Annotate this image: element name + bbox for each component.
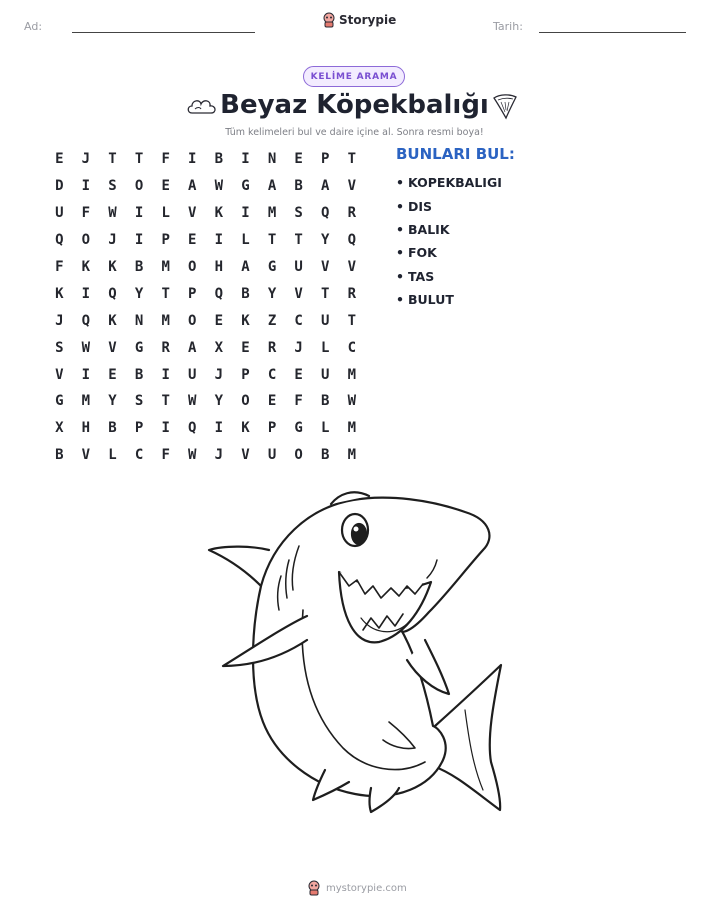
grid-letter[interactable]: B xyxy=(214,151,224,168)
grid-letter[interactable]: Q xyxy=(214,285,224,302)
grid-letter[interactable]: U xyxy=(321,366,330,383)
grid-letter[interactable]: V xyxy=(55,366,64,383)
grid-letter[interactable]: M xyxy=(347,447,357,464)
grid-letter[interactable]: U xyxy=(294,259,303,275)
grid-letter[interactable]: J xyxy=(55,312,64,329)
grid-letter[interactable]: L xyxy=(108,447,117,464)
instructions: Tüm kelimeleri bul ve daire içine al. Sonra resmi boya! xyxy=(225,127,484,138)
grid-letter[interactable]: M xyxy=(347,366,357,383)
grid-letter[interactable]: I xyxy=(81,366,91,383)
grid-letter[interactable]: J xyxy=(108,232,117,249)
grid-letter[interactable]: Q xyxy=(321,205,330,222)
bullet: • xyxy=(396,198,404,214)
grid-letter[interactable]: V xyxy=(241,447,250,464)
grid-letter[interactable]: B xyxy=(108,420,117,437)
grid-letter[interactable]: W xyxy=(81,339,91,356)
grid-row xyxy=(46,200,366,227)
grid-letter[interactable]: O xyxy=(188,259,197,275)
grid-letter[interactable]: V xyxy=(347,259,357,275)
grid-letter[interactable]: Q xyxy=(108,285,117,302)
grid-letter[interactable]: U xyxy=(267,447,277,464)
word-list-item xyxy=(396,265,502,288)
grid-letter[interactable]: C xyxy=(134,447,144,464)
grid-letter[interactable]: G xyxy=(55,393,64,410)
grid-letter[interactable]: Y xyxy=(321,232,330,249)
grid-letter[interactable]: F xyxy=(161,151,170,168)
grid-letter[interactable]: P xyxy=(267,420,277,437)
grid-letter[interactable]: I xyxy=(241,151,250,168)
grid-letter[interactable]: W xyxy=(214,178,224,195)
word-list-item xyxy=(396,194,502,217)
grid-letter[interactable]: K xyxy=(81,259,91,275)
grid-letter[interactable]: E xyxy=(241,339,250,356)
grid-letter[interactable]: Q xyxy=(188,420,197,437)
grid-letter[interactable]: F xyxy=(55,259,64,275)
grid-letter[interactable]: A xyxy=(241,259,250,275)
grid-letter[interactable]: F xyxy=(294,393,303,410)
grid-letter[interactable]: W xyxy=(108,205,117,222)
grid-letter[interactable]: J xyxy=(294,339,303,356)
grid-letter[interactable]: U xyxy=(321,312,330,329)
grid-letter[interactable]: K xyxy=(108,312,117,329)
grid-row xyxy=(46,415,366,442)
grid-letter[interactable]: B xyxy=(321,393,330,410)
grid-letter[interactable]: E xyxy=(214,312,224,329)
storypie-logo xyxy=(322,12,396,28)
grid-letter[interactable]: I xyxy=(81,285,91,302)
grid-letter[interactable]: B xyxy=(55,447,64,464)
grid-letter[interactable]: P xyxy=(241,366,250,383)
grid-letter[interactable]: B xyxy=(134,259,144,275)
grid-letter[interactable]: I xyxy=(134,205,144,222)
word-label: DIS xyxy=(408,198,433,214)
grid-letter[interactable]: I xyxy=(188,151,197,168)
bullet: • xyxy=(396,221,404,237)
grid-row xyxy=(46,146,366,173)
activity-badge: KELİME ARAMA xyxy=(303,66,405,87)
name-line xyxy=(72,32,255,33)
grid-letter[interactable]: A xyxy=(267,178,277,195)
grid-letter[interactable]: F xyxy=(81,205,91,222)
grid-letter[interactable]: V xyxy=(108,339,117,356)
grid-letter[interactable]: I xyxy=(241,205,250,222)
grid-letter[interactable]: K xyxy=(241,420,250,437)
grid-letter[interactable]: E xyxy=(294,151,303,168)
grid-letter[interactable]: R xyxy=(347,285,357,302)
grid-letter[interactable]: V xyxy=(294,285,303,302)
grid-letter[interactable]: L xyxy=(241,232,250,249)
bullet: • xyxy=(396,268,404,284)
word-list-item xyxy=(396,171,502,194)
grid-letter[interactable]: M xyxy=(161,312,170,329)
grid-row xyxy=(46,254,366,281)
grid-letter[interactable]: L xyxy=(161,205,170,222)
grid-row xyxy=(46,280,366,307)
grid-letter[interactable]: E xyxy=(55,151,64,168)
storypie-mascot-icon xyxy=(322,12,336,28)
grid-letter[interactable]: V xyxy=(321,259,330,275)
grid-letter[interactable]: H xyxy=(81,420,91,437)
grid-letter[interactable]: J xyxy=(214,366,224,383)
word-list-title: BUNLARI BUL: xyxy=(396,145,515,163)
grid-letter[interactable]: R xyxy=(161,339,170,356)
grid-letter[interactable]: G xyxy=(294,420,303,437)
grid-letter[interactable]: P xyxy=(161,232,170,249)
grid-letter[interactable]: U xyxy=(55,205,64,222)
bullet: • xyxy=(396,245,404,261)
grid-letter[interactable]: X xyxy=(55,420,64,437)
grid-letter[interactable]: Q xyxy=(55,232,64,249)
grid-letter[interactable]: F xyxy=(161,447,170,464)
footer xyxy=(307,880,407,896)
grid-letter[interactable]: S xyxy=(55,339,64,356)
grid-letter[interactable]: W xyxy=(188,393,197,410)
grid-letter[interactable]: K xyxy=(214,205,224,222)
grid-letter[interactable]: T xyxy=(161,393,170,410)
grid-letter[interactable]: Y xyxy=(214,393,224,410)
grid-letter[interactable]: B xyxy=(321,447,330,464)
grid-letter[interactable]: L xyxy=(321,339,330,356)
grid-letter[interactable]: J xyxy=(214,447,224,464)
word-label: BALIK xyxy=(408,221,450,237)
grid-letter[interactable]: G xyxy=(267,259,277,275)
grid-letter[interactable]: Y xyxy=(267,285,277,302)
grid-letter[interactable]: M xyxy=(161,259,170,275)
grid-letter[interactable]: X xyxy=(214,339,224,356)
grid-letter[interactable]: O xyxy=(188,312,197,329)
grid-letter[interactable]: Y xyxy=(108,393,117,410)
brand-name: Storypie xyxy=(339,13,397,27)
word-list-item xyxy=(396,218,502,241)
bullet: • xyxy=(396,175,404,191)
grid-letter[interactable]: B xyxy=(241,285,250,302)
grid-letter[interactable]: C xyxy=(347,339,357,356)
grid-letter[interactable]: T xyxy=(294,232,303,249)
word-list-item xyxy=(396,288,502,311)
grid-letter[interactable]: C xyxy=(294,312,303,329)
grid-letter[interactable]: E xyxy=(294,366,303,383)
grid-letter[interactable]: B xyxy=(294,178,303,195)
grid-letter[interactable]: U xyxy=(188,366,197,383)
grid-letter[interactable]: Z xyxy=(267,312,277,329)
grid-row xyxy=(46,173,366,200)
grid-letter[interactable]: C xyxy=(267,366,277,383)
grid-letter[interactable]: R xyxy=(347,205,357,222)
grid-letter[interactable]: I xyxy=(81,178,91,195)
word-search-grid xyxy=(46,146,366,469)
grid-letter[interactable]: N xyxy=(267,151,277,168)
grid-letter[interactable]: S xyxy=(108,178,117,195)
page-title: Beyaz Köpekbalığı xyxy=(220,90,489,120)
storypie-mascot-icon xyxy=(307,880,321,896)
grid-letter[interactable]: S xyxy=(134,393,144,410)
grid-letter[interactable]: G xyxy=(241,178,250,195)
grid-letter[interactable]: T xyxy=(321,285,330,302)
grid-row xyxy=(46,307,366,334)
grid-letter[interactable]: V xyxy=(347,178,357,195)
word-list-item xyxy=(396,241,502,264)
grid-letter[interactable]: K xyxy=(55,285,64,302)
grid-letter[interactable]: N xyxy=(134,312,144,329)
word-label: BULUT xyxy=(408,292,454,308)
grid-letter[interactable]: O xyxy=(134,178,144,195)
bullet: • xyxy=(396,292,404,308)
grid-row xyxy=(46,388,366,415)
grid-letter[interactable]: T xyxy=(347,151,357,168)
grid-letter[interactable]: G xyxy=(134,339,144,356)
grid-letter[interactable]: W xyxy=(347,393,357,410)
grid-letter[interactable]: V xyxy=(188,205,197,222)
grid-letter[interactable]: K xyxy=(241,312,250,329)
grid-letter[interactable]: K xyxy=(108,259,117,275)
grid-letter[interactable]: L xyxy=(321,420,330,437)
grid-letter[interactable]: I xyxy=(214,232,224,249)
grid-letter[interactable]: T xyxy=(161,285,170,302)
word-label: TAS xyxy=(408,268,435,284)
grid-letter[interactable]: O xyxy=(294,447,303,464)
grid-letter[interactable]: A xyxy=(188,178,197,195)
grid-letter[interactable]: R xyxy=(267,339,277,356)
grid-letter[interactable]: Q xyxy=(81,312,91,329)
grid-letter[interactable]: I xyxy=(161,420,170,437)
grid-letter[interactable]: E xyxy=(161,178,170,195)
footer-site: mystorypie.com xyxy=(326,882,407,894)
grid-row xyxy=(46,334,366,361)
grid-letter[interactable]: P xyxy=(134,420,144,437)
word-label: KOPEKBALIGI xyxy=(408,175,502,191)
grid-letter[interactable]: I xyxy=(161,366,170,383)
word-list xyxy=(396,171,502,311)
grid-letter[interactable]: E xyxy=(188,232,197,249)
grid-letter[interactable]: M xyxy=(347,420,357,437)
grid-row xyxy=(46,227,366,254)
grid-letter[interactable]: E xyxy=(267,393,277,410)
shark-illustration xyxy=(203,490,508,818)
grid-letter[interactable]: S xyxy=(294,205,303,222)
grid-row xyxy=(46,361,366,388)
grid-letter[interactable]: M xyxy=(267,205,277,222)
grid-letter[interactable]: A xyxy=(188,339,197,356)
grid-letter[interactable]: D xyxy=(55,178,64,195)
grid-letter[interactable]: I xyxy=(214,420,224,437)
grid-letter[interactable]: V xyxy=(81,447,91,464)
grid-letter[interactable]: Y xyxy=(134,285,144,302)
grid-letter[interactable]: P xyxy=(321,151,330,168)
grid-letter[interactable]: O xyxy=(81,232,91,249)
grid-letter[interactable]: T xyxy=(108,151,117,168)
date-line xyxy=(539,32,686,33)
grid-letter[interactable]: Q xyxy=(347,232,357,249)
grid-letter[interactable]: P xyxy=(188,285,197,302)
grid-letter[interactable]: W xyxy=(188,447,197,464)
grid-letter[interactable]: T xyxy=(267,232,277,249)
grid-letter[interactable]: A xyxy=(321,178,330,195)
grid-row xyxy=(46,442,366,469)
grid-letter[interactable]: I xyxy=(134,232,144,249)
grid-letter[interactable]: J xyxy=(81,151,91,168)
word-label: FOK xyxy=(408,245,437,261)
name-label: Ad: xyxy=(24,20,43,33)
grid-letter[interactable]: T xyxy=(347,312,357,329)
grid-letter[interactable]: E xyxy=(108,366,117,383)
shark-tooth-icon xyxy=(492,92,518,120)
grid-letter[interactable]: H xyxy=(214,259,224,275)
grid-letter[interactable]: O xyxy=(241,393,250,410)
grid-letter[interactable]: T xyxy=(134,151,144,168)
grid-letter[interactable]: M xyxy=(81,393,91,410)
grid-letter[interactable]: B xyxy=(134,366,144,383)
date-label: Tarih: xyxy=(493,20,523,33)
